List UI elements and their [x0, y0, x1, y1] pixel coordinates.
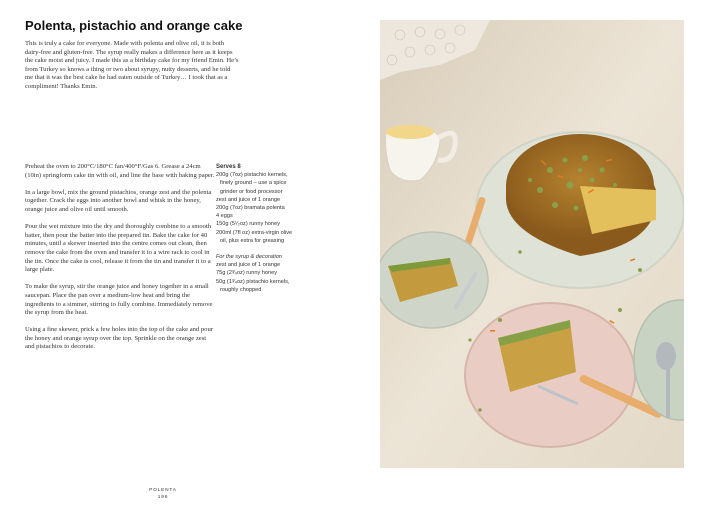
method-step: In a large bowl, mix the ground pistachios, orange zest and the polenta together. Crack the eggs into another bowl and whisk in the honey, orange juice and olive oil until smooth. — [25, 188, 212, 213]
ingredient-line: 200g (7oz) pistachio kernels, — [216, 172, 288, 179]
serves-label: Serves 8 — [216, 164, 241, 170]
cake-photo — [380, 20, 684, 468]
cake-photo-illustration — [380, 20, 684, 468]
syrup-ingredient-line: roughly chopped — [220, 286, 262, 293]
page-number: 196 — [157, 495, 169, 500]
ingredient-line: 150g (5¹⁄₂oz) runny honey — [216, 221, 281, 228]
ingredient-line: 4 eggs — [216, 213, 233, 220]
page-footer — [148, 487, 178, 501]
ingredient-line: oil, plus extra for greasing — [220, 237, 285, 244]
syrup-ingredient-line: 50g (1³⁄₄oz) pistachio kernels, — [216, 278, 290, 285]
ingredients-list — [216, 163, 331, 294]
ingredient-line: grinder or food processor — [220, 188, 283, 195]
method-step: Pour the wet mixture into the dry and thoroughly combine to a smooth batter, then pour the batter into the prepared tin. Bake the cake for 40 minutes, until a skewer inserted into the centre comes out clean, then remove the cake from the oven and transfer it to a wire rack to cool in the tin. Once the cake is cool, release it from the tin and transfer it to a large plate. — [25, 223, 212, 274]
method-step: To make the syrup, stir the orange juice and honey together in a small saucepan. Place the pan over a medium-low heat and bring the ingredients to a simmer, stirring to fully combine. Immediately remove the syrup from the heat. — [25, 283, 213, 317]
syrup-ingredient-line: zest and juice of 1 orange — [216, 262, 281, 269]
recipe-title: Polenta, pistachio and orange cake — [25, 18, 243, 33]
ingredient-line: 200g (7oz) bramata polenta — [216, 205, 285, 212]
recipe-intro: This is truly a cake for everyone. Made with polenta and olive oil, it is both dairy-free and gluten-free. The syrup really makes a difference here as it keeps the cake moist and juicy. I made this as a birthday cake for my friend Emin. He’s from Turkey so knows a thing or two about syrupy, nutty desserts, and he told me that it was the best cake he had eaten outside of Turkey… I took that as a compliment! Thanks Emin. — [25, 40, 239, 90]
ingredient-line: 200ml (7fl oz) extra-virgin olive — [216, 229, 293, 236]
ingredient-line: finely ground – use a spice — [220, 180, 287, 187]
syrup-ingredient-line: 75g (2³⁄₄oz) runny honey — [216, 270, 278, 277]
method-step: Using a fine skewer, prick a few holes into the top of the cake and pour the honey and orange syrup over the top. Sprinkle on the orange zest and pistachios to decorate. — [25, 326, 213, 351]
method-step: Preheat the oven to 200°C/180°C fan/400°F/Gas 6. Grease a 24cm (10in) springform cake tin with oil, and line the base with baking paper. — [25, 163, 215, 179]
ingredient-line: zest and juice of 1 orange — [216, 196, 281, 203]
section-name: POLENTA — [149, 488, 177, 493]
recipe-method — [25, 163, 215, 361]
syrup-heading: For the syrup & decoration — [216, 254, 282, 261]
small-plate-left — [380, 232, 488, 328]
